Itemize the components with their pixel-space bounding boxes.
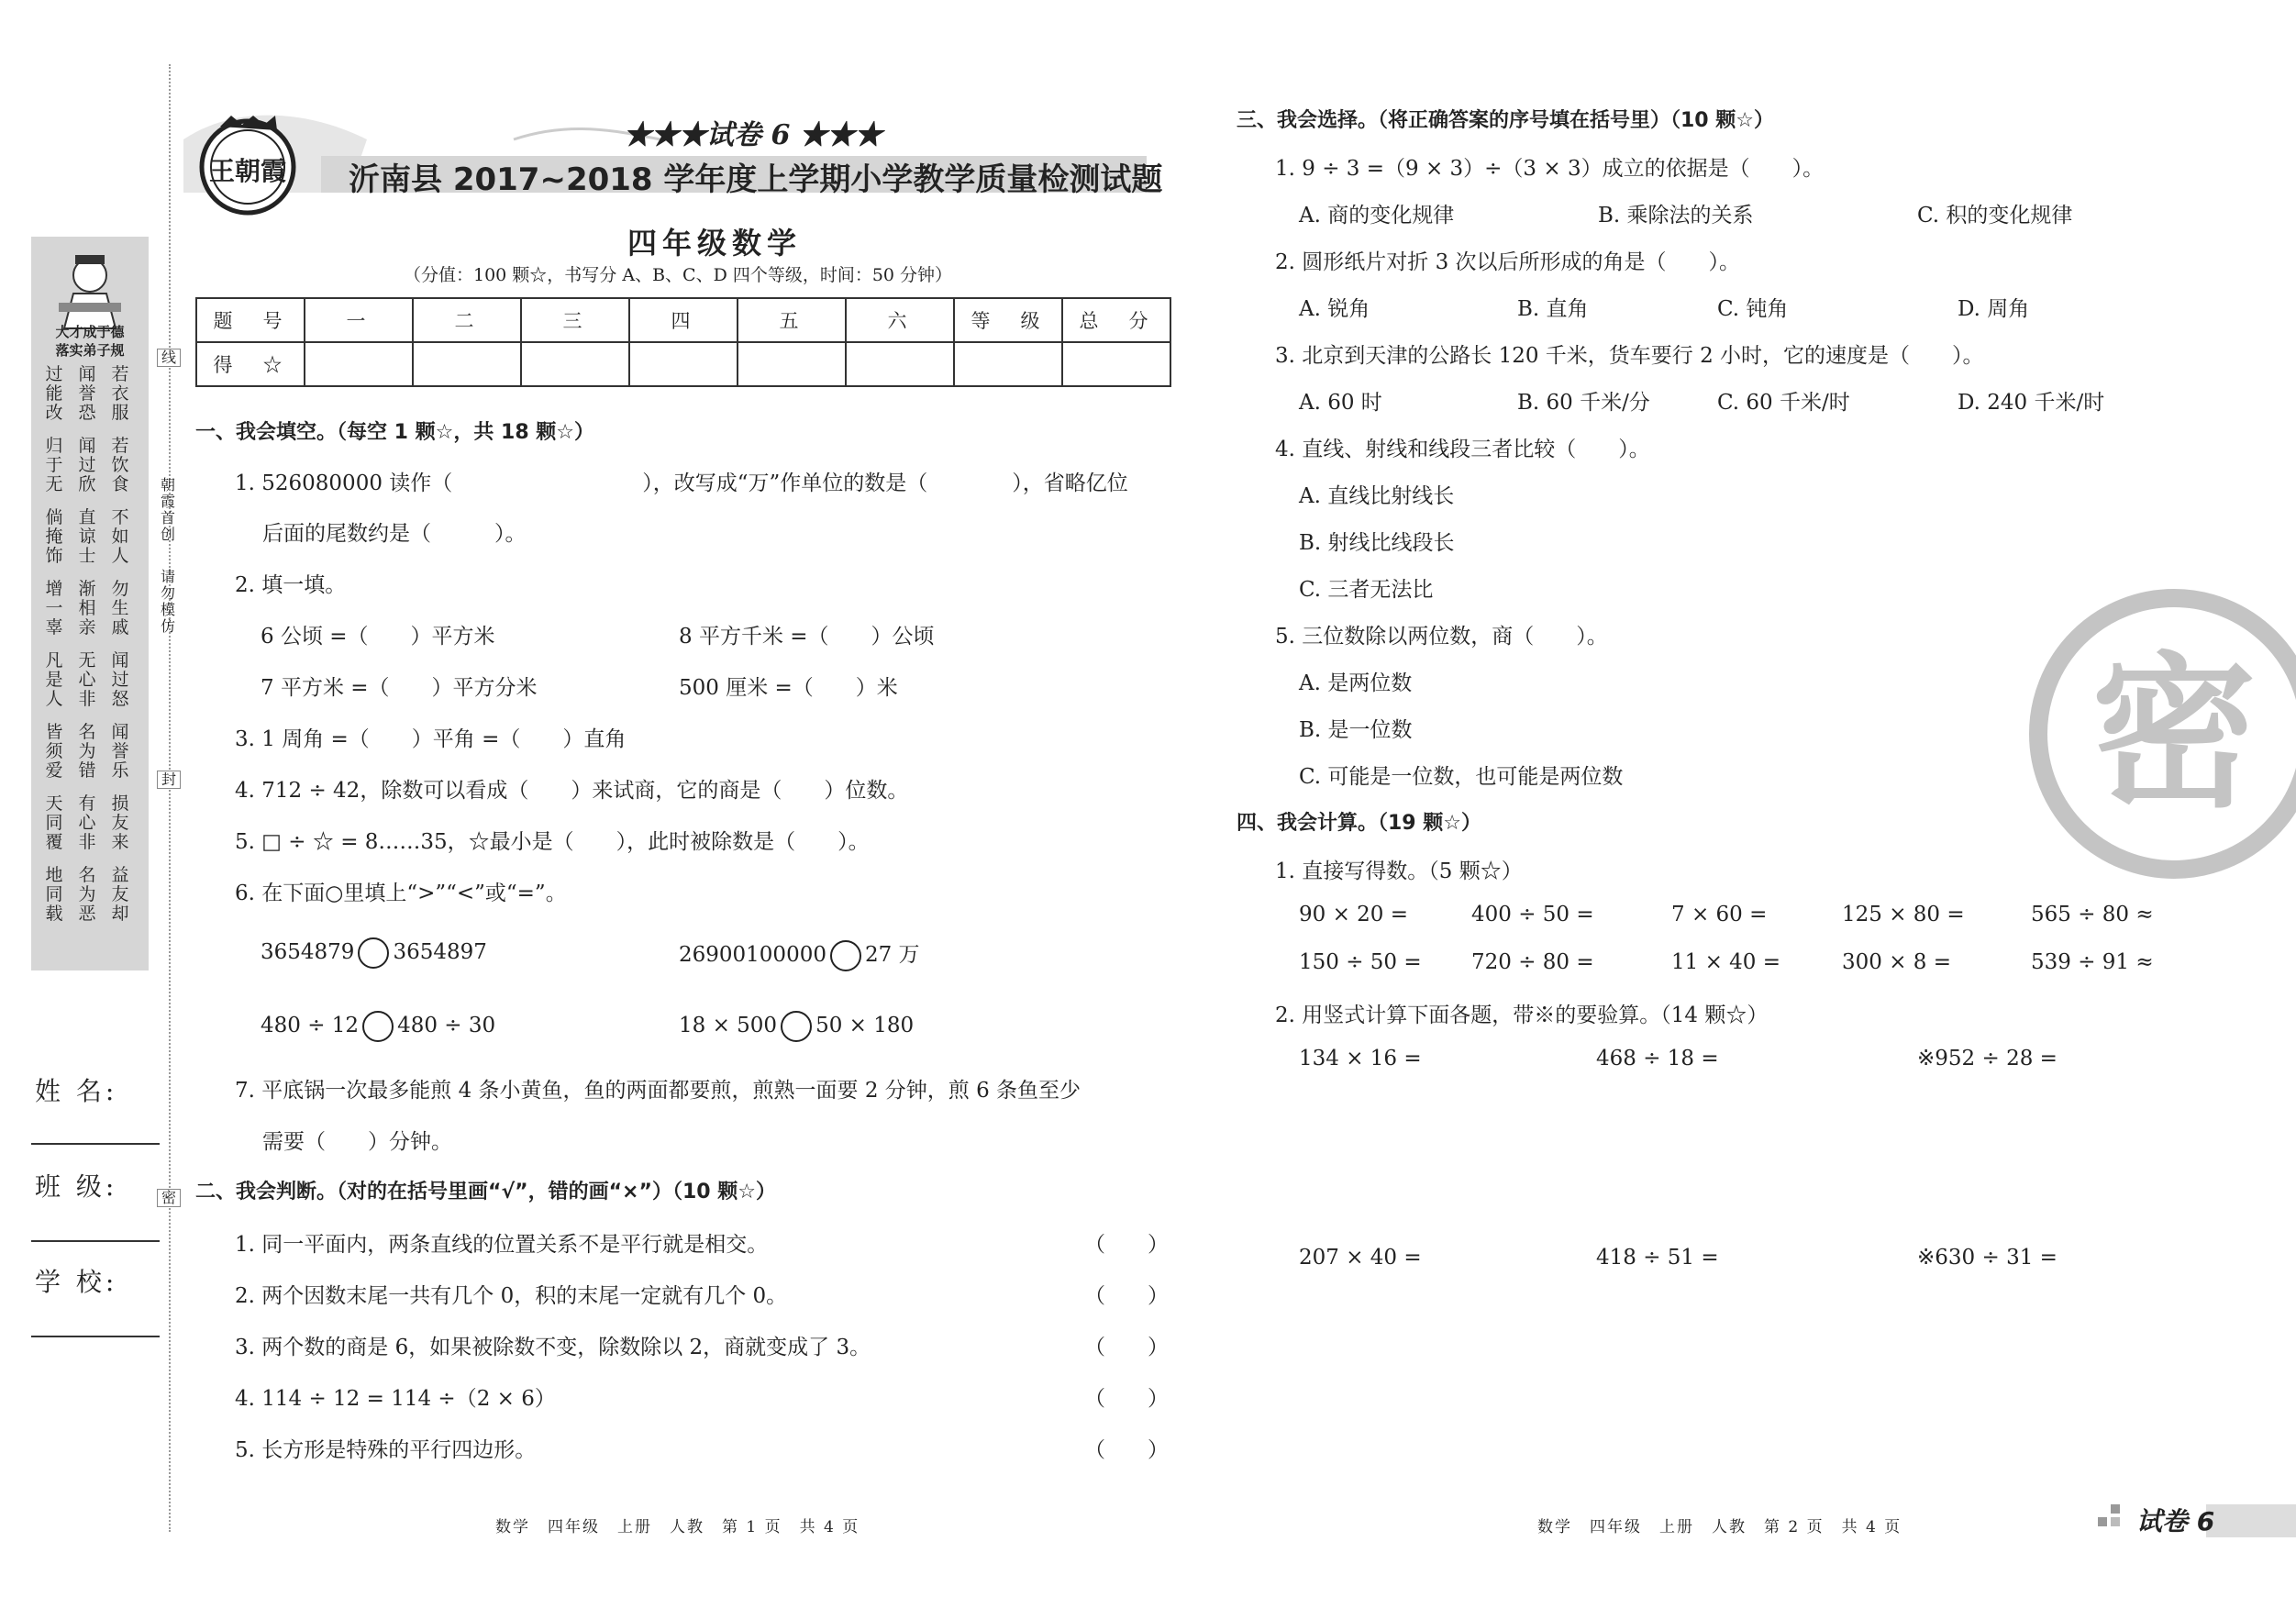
side-label: 线 [157, 349, 181, 367]
table-cell: 四 [629, 298, 738, 342]
answer-paren[interactable]: （ ） [1084, 1233, 1169, 1257]
proverb-column: 闻过怒 [111, 650, 129, 709]
compare-4 [679, 1011, 914, 1042]
option[interactable]: A. 直线比射线长 [1299, 484, 1455, 508]
question-3: 3. 1 周角 =（ ）平角 =（ ）直角 [235, 727, 627, 751]
judge-item: 3. 两个数的商是 6，如果被除数不变，除数除以 2，商就变成了 3。 [235, 1336, 871, 1359]
compare-left: 26900100000 [679, 943, 826, 967]
calc-item: 300 × 8 = [1842, 950, 1952, 974]
question-1a: 1. 526080000 读作（ ），改写成“万”作单位的数是（ ），省略亿位 [235, 471, 1128, 495]
vertical-calc: 468 ÷ 18 = [1596, 1047, 1719, 1070]
proverb-column: 归于无 [45, 436, 63, 494]
compare-right: 3654897 [393, 940, 487, 964]
compare-circle[interactable] [830, 940, 861, 971]
exam-tag: ★★★试卷 6 ★★★ [624, 119, 882, 151]
calc-item: 7 × 60 = [1671, 903, 1768, 926]
vertical-calc: 418 ÷ 51 = [1596, 1246, 1719, 1270]
option[interactable]: B. 直角 [1517, 297, 1589, 321]
proverb-column: 损友来 [111, 793, 129, 852]
answer-paren[interactable]: （ ） [1084, 1438, 1169, 1462]
section-2-title: 二、我会判断。（对的在括号里画“√”，错的画“×”）（10 颗☆） [195, 1181, 776, 1203]
proverb-column: 天同覆 [45, 793, 63, 852]
compare-circle[interactable] [358, 937, 389, 969]
option[interactable]: B. 乘除法的关系 [1598, 204, 1754, 227]
svg-text:王朝霞: 王朝霞 [208, 156, 287, 186]
calc-part-2: 2. 用竖式计算下面各题，带※的要验算。（14 颗☆） [1275, 1004, 1769, 1027]
class-field[interactable] [31, 1240, 160, 1242]
calc-item: 400 ÷ 50 = [1471, 903, 1594, 926]
svg-text:试卷 6: 试卷 6 [2136, 1506, 2215, 1536]
motto-line: 落实弟子规 [55, 342, 125, 359]
side-label: 朝霞首创 [160, 476, 175, 543]
choice-q5: 5. 三位数除以两位数，商（ ）。 [1275, 625, 1608, 649]
question-2d: 500 厘米 =（ ）米 [679, 676, 898, 700]
proverb-column: 勿生戚 [111, 579, 129, 638]
proverb-column: 若衣服 [111, 364, 129, 423]
proverb-column: 不如人 [111, 507, 129, 566]
proverb-column: 闻誉恐 [78, 364, 96, 423]
option[interactable]: C. 钝角 [1717, 297, 1789, 321]
table-cell: 六 [846, 298, 954, 342]
score-table [195, 297, 1171, 387]
motto [35, 323, 145, 360]
compare-left: 18 × 500 [679, 1014, 778, 1037]
question-2b: 8 平方千米 =（ ）公顷 [679, 625, 935, 649]
option[interactable]: C. 可能是一位数，也可能是两位数 [1299, 765, 1624, 789]
motto-line: 大才成于德 [55, 324, 125, 340]
seal-watermark [2027, 587, 2296, 881]
question-2c: 7 平方米 =（ ）平方分米 [261, 676, 538, 700]
calc-item: 90 × 20 = [1299, 903, 1409, 926]
compare-circle[interactable] [781, 1011, 812, 1042]
table-cell: 一 [305, 298, 413, 342]
proverb-column: 无心非 [78, 650, 96, 709]
compare-right: 27 万 [864, 943, 920, 967]
option[interactable]: A. 锐角 [1299, 297, 1370, 321]
score-input-cell[interactable] [846, 342, 954, 386]
proverb-column: 增一辜 [45, 579, 63, 638]
name-field[interactable] [31, 1143, 160, 1145]
option[interactable]: A. 60 时 [1299, 391, 1382, 415]
calc-item: 150 ÷ 50 = [1299, 950, 1422, 974]
choice-q4: 4. 直线、射线和线段三者比较（ ）。 [1275, 438, 1650, 461]
vertical-calc: ※630 ÷ 31 = [1917, 1246, 2058, 1270]
school-field[interactable] [31, 1336, 160, 1337]
subject-title: 四年级数学 [627, 226, 803, 261]
compare-2 [679, 937, 920, 971]
compare-1 [261, 937, 487, 969]
answer-paren[interactable]: （ ） [1084, 1336, 1169, 1359]
compare-3 [261, 1011, 495, 1042]
question-2: 2. 填一填。 [235, 573, 347, 597]
svg-text:密: 密 [2091, 638, 2257, 830]
table-cell: 题 号 [196, 298, 305, 342]
cut-line [169, 64, 171, 1532]
score-input-cell[interactable] [1062, 342, 1170, 386]
proverb-column: 皆须爱 [45, 722, 63, 781]
answer-paren[interactable]: （ ） [1084, 1387, 1169, 1411]
option[interactable]: B. 射线比线段长 [1299, 531, 1455, 555]
side-label: 封 [157, 771, 181, 789]
proverb-column: 渐相亲 [78, 579, 96, 638]
table-cell: 等 级 [954, 298, 1062, 342]
question-1b: 后面的尾数约是（ ）。 [262, 522, 527, 546]
proverb-column: 名为错 [78, 722, 96, 781]
score-input-cell[interactable] [305, 342, 413, 386]
score-input-cell[interactable] [629, 342, 738, 386]
option[interactable]: D. 周角 [1958, 297, 2030, 321]
table-cell: 五 [738, 298, 846, 342]
table-cell: 三 [521, 298, 629, 342]
school-label: 学 校: [35, 1267, 118, 1297]
calc-item: 539 ÷ 91 ≈ [2031, 950, 2154, 974]
compare-left: 3654879 [261, 940, 355, 964]
class-label: 班 级: [35, 1171, 118, 1202]
table-cell: 二 [413, 298, 521, 342]
calc-item: 11 × 40 = [1671, 950, 1781, 974]
score-input-cell[interactable] [954, 342, 1062, 386]
table-cell: 总 分 [1062, 298, 1170, 342]
answer-paren[interactable]: （ ） [1084, 1284, 1169, 1308]
question-4: 4. 712 ÷ 42，除数可以看成（ ）来试商，它的商是（ ）位数。 [235, 779, 909, 803]
judge-item: 5. 长方形是特殊的平行四边形。 [235, 1438, 537, 1462]
calc-item: 125 × 80 = [1842, 903, 1965, 926]
proverb-columns [31, 365, 149, 952]
option[interactable]: D. 240 千米/时 [1958, 391, 2105, 415]
choice-q1: 1. 9 ÷ 3 =（9 × 3）÷（3 × 3）成立的依据是（ ）。 [1275, 157, 1825, 181]
section-4-title: 四、我会计算。（19 颗☆） [1237, 812, 1481, 835]
exam-number-tag [2096, 1501, 2296, 1541]
proverb-column: 有心非 [78, 793, 96, 852]
score-info: （分值：100 颗☆，书写分 A、B、C、D 四个等级，时间：50 分钟） [404, 265, 953, 285]
question-5: 5. □ ÷ ☆ = 8……35，☆最小是（ ），此时被除数是（ ）。 [235, 830, 870, 854]
table-cell: 得 ☆ [196, 342, 305, 386]
judge-item: 1. 同一平面内，两条直线的位置关系不是平行就是相交。 [235, 1233, 769, 1257]
score-table-header-row [196, 298, 1170, 342]
option[interactable]: C. 积的变化规律 [1917, 204, 2073, 227]
compare-right: 480 ÷ 30 [397, 1014, 496, 1037]
page-footer-left: 数学 四年级 上册 人教 第 1 页 共 4 页 [495, 1518, 860, 1536]
option[interactable]: C. 60 千米/时 [1717, 391, 1850, 415]
option[interactable]: C. 三者无法比 [1299, 578, 1434, 602]
proverb-column: 闻过欣 [78, 436, 96, 494]
proverb-column: 名为恶 [78, 865, 96, 924]
publisher-logo [194, 110, 301, 216]
question-7a: 7. 平底锅一次最多能煎 4 条小黄鱼，鱼的两面都要煎，煎熟一面要 2 分钟，煎 6 条鱼至少 [235, 1079, 1081, 1103]
option[interactable]: B. 是一位数 [1299, 718, 1413, 742]
compare-circle[interactable] [362, 1011, 394, 1042]
choice-q2: 2. 圆形纸片对折 3 次以后所形成的角是（ ）。 [1275, 250, 1741, 274]
option[interactable]: B. 60 千米/分 [1517, 391, 1650, 415]
proverb-column: 地同载 [45, 865, 63, 924]
name-label: 姓 名: [35, 1076, 118, 1106]
page-footer-right: 数学 四年级 上册 人教 第 2 页 共 4 页 [1537, 1518, 1902, 1536]
vertical-calc: 134 × 16 = [1299, 1047, 1422, 1070]
question-6: 6. 在下面○里填上“>”“<”或“=”。 [235, 882, 567, 905]
scholar-figure-icon [46, 248, 134, 330]
proverb-column: 若饮食 [111, 436, 129, 494]
proverb-column: 闻誉乐 [111, 722, 129, 781]
calc-item: 720 ÷ 80 = [1471, 950, 1594, 974]
judge-item: 2. 两个因数末尾一共有几个 0，积的末尾一定就有几个 0。 [235, 1284, 788, 1308]
choice-q3: 3. 北京到天津的公路长 120 千米，货车要行 2 小时，它的速度是（ ）。 [1275, 344, 1984, 368]
option[interactable]: A. 商的变化规律 [1299, 204, 1455, 227]
vertical-calc: 207 × 40 = [1299, 1246, 1422, 1270]
proverb-column: 益友却 [111, 865, 129, 924]
question-2a: 6 公顷 =（ ）平方米 [261, 625, 495, 649]
page-title: 沂南县 2017~2018 学年度上学期小学教学质量检测试题 [349, 161, 1163, 198]
calc-part-1: 1. 直接写得数。（5 颗☆） [1275, 859, 1523, 883]
calc-item: 565 ÷ 80 ≈ [2031, 903, 2154, 926]
side-label: 请勿模仿 [160, 568, 175, 635]
compare-left: 480 ÷ 12 [261, 1014, 360, 1037]
option[interactable]: A. 是两位数 [1299, 671, 1413, 695]
proverb-column: 倘掩饰 [45, 507, 63, 566]
score-input-cell[interactable] [738, 342, 846, 386]
judge-item: 4. 114 ÷ 12 = 114 ÷（2 × 6） [235, 1387, 556, 1411]
section-1-title: 一、我会填空。（每空 1 颗☆，共 18 颗☆） [195, 421, 595, 444]
vertical-calc: ※952 ÷ 28 = [1917, 1047, 2058, 1070]
compare-right: 50 × 180 [815, 1014, 915, 1037]
proverb-column: 过能改 [45, 364, 63, 423]
question-7b: 需要（ ）分钟。 [262, 1130, 452, 1154]
section-3-title: 三、我会选择。（将正确答案的序号填在括号里）（10 颗☆） [1237, 109, 1774, 132]
score-table-score-row [196, 342, 1170, 386]
proverb-column: 直谅士 [78, 507, 96, 566]
score-input-cell[interactable] [521, 342, 629, 386]
side-label: 密 [157, 1189, 181, 1207]
score-input-cell[interactable] [413, 342, 521, 386]
proverb-column: 凡是人 [45, 650, 63, 709]
